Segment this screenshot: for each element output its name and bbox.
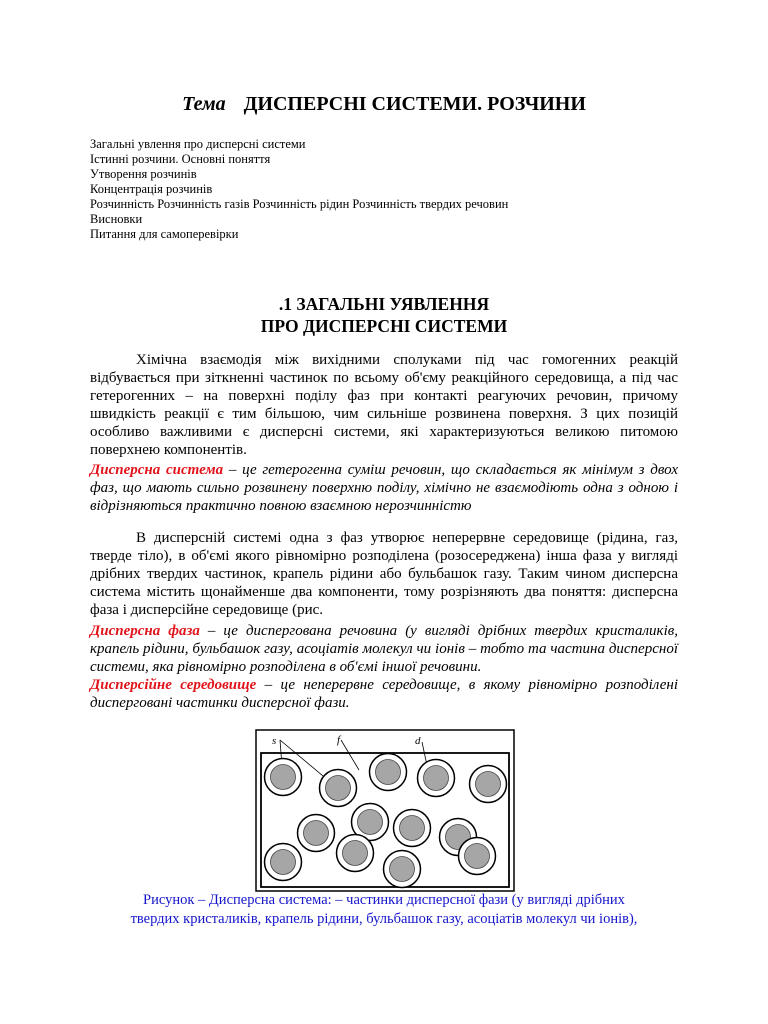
label-s: s [272, 735, 277, 747]
table-of-contents [90, 137, 508, 242]
definition-disperse-system [90, 461, 678, 515]
toc-item: Утворення розчинів [90, 167, 197, 181]
particle-core [271, 765, 296, 790]
label-f: f [337, 734, 341, 746]
section-title-line: .1 ЗАГАЛЬНІ УЯВЛЕННЯ [278, 294, 490, 314]
topic-label: Тема [182, 93, 226, 115]
particle-core [343, 841, 368, 866]
body-paragraph: В дисперсній системі одна з фаз утворює неперервне середовище (рідина, газ, тверде тіло), в об'ємі якого рівномірно розподілена (розосереджена) інша фаза у вигляді дрібних твердих частинок, крапель рідини або бульбашок газу. Таким чином дисперсна система містить щонайменше два компоненти, тому розрізняють два поняття: дисперсна фаза і дисперсійне середовище (рис. [90, 530, 678, 618]
particle-core [465, 844, 490, 869]
topic-heading [0, 93, 768, 116]
toc-item: Питання для самоперевірки [90, 227, 239, 241]
toc-item: Висновки [90, 212, 143, 226]
toc-item: Істинні розчини. Основні поняття [90, 152, 271, 166]
section-title-line: ПРО ДИСПЕРСНІ СИСТЕМИ [260, 316, 508, 336]
particle-core [476, 772, 501, 797]
definition-term: Дисперсійне середовище [90, 677, 257, 693]
toc-item: Загальні увлення про дисперсні системи [90, 137, 306, 151]
particle-core [424, 766, 449, 791]
caption-line: Рисунок – Дисперсна система: – частинки дисперсної фази (у вигляді дрібних [143, 892, 625, 908]
toc-item: Розчинність Розчинність газів Розчинність рідин Розчинність твердих речовин [90, 197, 509, 211]
particle-core [326, 776, 351, 801]
definition-disperse-medium [90, 676, 678, 712]
particle-core [358, 810, 383, 835]
particle-core [304, 821, 329, 846]
particle-core [400, 816, 425, 841]
definition-text: – це диспергована речовина (у вигляді дрібних твердих кристаликів, крапель рідини, бульбашок газу, асоціатів молекул чи іонів – тобто та частина дисперсної системи, яка рівномірно розподілена в об'ємі іншої речовини. [90, 623, 678, 675]
definition-text: – це гетерогенна суміш речовин, що складається як мінімум з двох фаз, що мають сильно розвинену поверхню поділу, хімічно не взаємодіють одна з одною і відрізняються практично повною взаємною нерозчинністю [90, 462, 678, 514]
caption-line: твердих кристаликів, крапель рідини, бульбашок газу, асоціатів молекул чи іонів), [130, 911, 638, 927]
figure-caption [90, 891, 678, 929]
definition-text: – це неперервне середовище, в якому рівномірно розподілені дисперговані частинки дисперсної фази. [90, 677, 678, 711]
definition-term: Дисперсна фаза [90, 623, 200, 639]
section-title [0, 293, 768, 337]
definition-disperse-phase [90, 622, 678, 676]
particle-core [271, 850, 296, 875]
topic-title: ДИСПЕРСНІ СИСТЕМИ. РОЗЧИНИ [243, 93, 586, 115]
definition-term: Дисперсна система [90, 462, 224, 478]
toc-item: Концентрація розчинів [90, 182, 213, 196]
particle-core [376, 760, 401, 785]
disperse-system-figure [255, 729, 515, 892]
particle-core [390, 857, 415, 882]
label-d: d [415, 735, 421, 747]
intro-paragraph: Хімічна взаємодія між вихідними сполуками під час гомогенних реакцій відбувається при зіткненні частинок по всьому об'єму реакційного середовища, а під час гетерогенних – на поверхні поділу фаз при контакті реагуючих речовин, причому швидкість реакції є тим більшою, чим сильніше розвинена поверхня. З цих позицій особливо важливими є дисперсні системи, які характеризуються великою питомою поверхнею компонентів. [90, 352, 678, 458]
